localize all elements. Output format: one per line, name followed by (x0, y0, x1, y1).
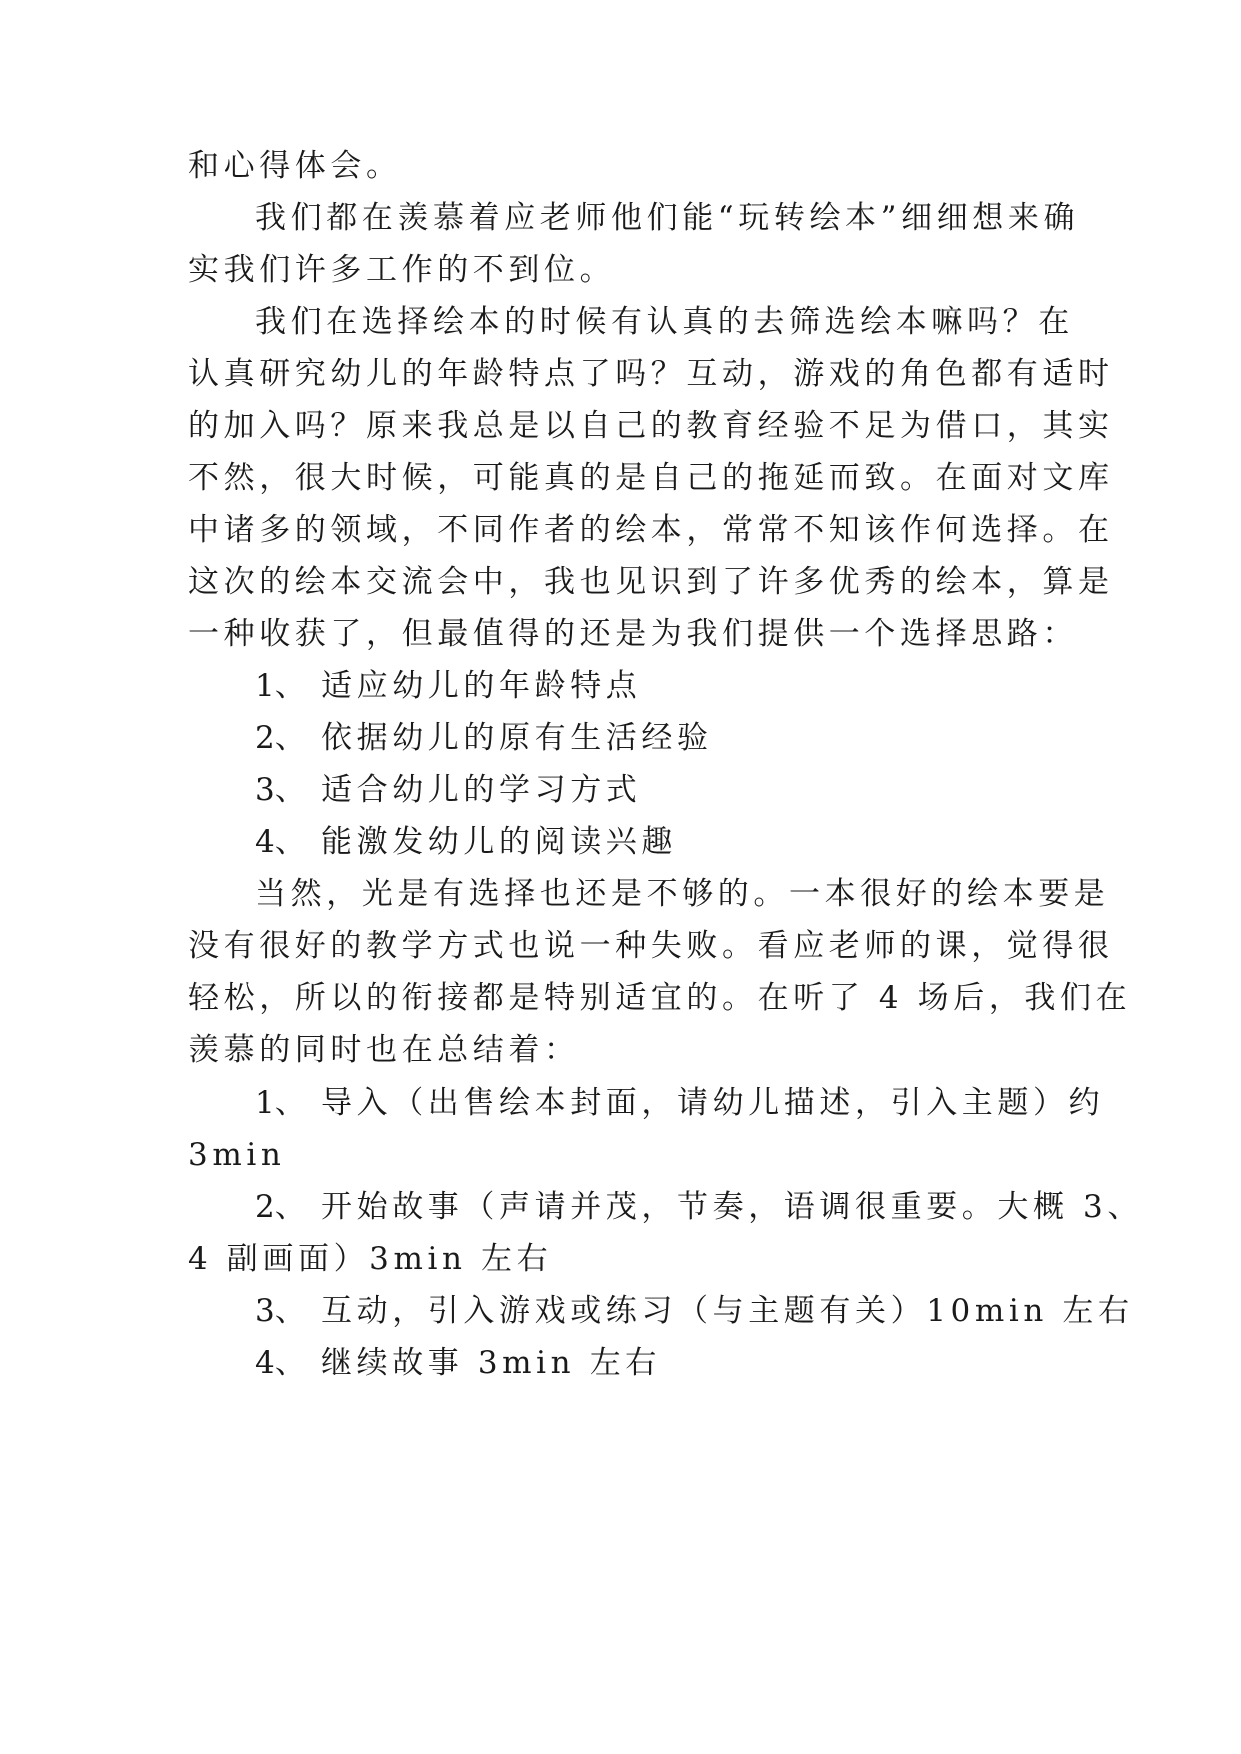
paragraph-line: 我们都在羡慕着应老师他们能“玩转绘本”细细想来确 (255, 200, 1080, 236)
list-number: 1、 (255, 668, 306, 704)
paragraph-line: 和心得体会。 (188, 148, 402, 184)
paragraph-line: 这次的绘本交流会中，我也见识到了许多优秀的绘本，算是 (188, 564, 1114, 600)
list-text: 适合幼儿的学习方式 (321, 772, 642, 808)
list-text: 互动，引入游戏或练习（与主题有关）10min 左右 (321, 1293, 1134, 1329)
list-text: 继续故事 3min 左右 (321, 1345, 661, 1381)
paragraph-line: 轻松，所以的衔接都是特别适宜的。在听了 4 场后，我们在 (188, 980, 1132, 1016)
paragraph-line: 实我们许多工作的不到位。 (188, 252, 616, 288)
list-text: 能激发幼儿的阅读兴趣 (321, 824, 677, 860)
list-number: 1、 (255, 1085, 306, 1121)
paragraph-line: 4 副画面）3min 左右 (188, 1241, 553, 1277)
list-text: 开始故事（声请并茂，节奏，语调很重要。大概 3、 (321, 1189, 1143, 1225)
list-number: 3、 (255, 1293, 306, 1329)
list-item (255, 770, 641, 810)
list-item (255, 718, 713, 758)
list-number: 3、 (255, 772, 306, 808)
paragraph-line: 没有很好的教学方式也说一种失败。看应老师的课，觉得很 (188, 928, 1114, 964)
list-item (255, 1291, 1134, 1331)
paragraph-line: 的加入吗？原来我总是以自己的教育经验不足为借口，其实 (188, 408, 1114, 444)
list-item (255, 1083, 1104, 1123)
paragraph-line: 当然，光是有选择也还是不够的。一本很好的绘本要是 (255, 876, 1110, 912)
paragraph-line: 一种收获了，但最值得的还是为我们提供一个选择思路： (188, 616, 1078, 652)
paragraph-line: 不然，很大时候，可能真的是自己的拖延而致。在面对文库 (188, 460, 1114, 496)
list-item (255, 1343, 661, 1383)
list-text: 导入（出售绘本封面，请幼儿描述，引入主题）约 (321, 1085, 1105, 1121)
list-number: 4、 (255, 1345, 306, 1381)
paragraph-line: 中诸多的领域，不同作者的绘本，常常不知该作何选择。在 (188, 512, 1114, 548)
paragraph-line: 我们在选择绘本的时候有认真的去筛选绘本嘛吗？在 (255, 304, 1074, 340)
paragraph-line: 羡慕的同时也在总结着： (188, 1032, 580, 1068)
list-number: 2、 (255, 1189, 306, 1225)
list-item (255, 666, 641, 706)
list-text: 依据幼儿的原有生活经验 (321, 720, 713, 756)
list-number: 4、 (255, 824, 306, 860)
paragraph-line: 认真研究幼儿的年龄特点了吗？互动，游戏的角色都有适时 (188, 356, 1114, 392)
paragraph-line: 3min (188, 1137, 286, 1173)
list-text: 适应幼儿的年龄特点 (321, 668, 642, 704)
list-number: 2、 (255, 720, 306, 756)
list-item (255, 1187, 1143, 1227)
list-item (255, 822, 677, 862)
